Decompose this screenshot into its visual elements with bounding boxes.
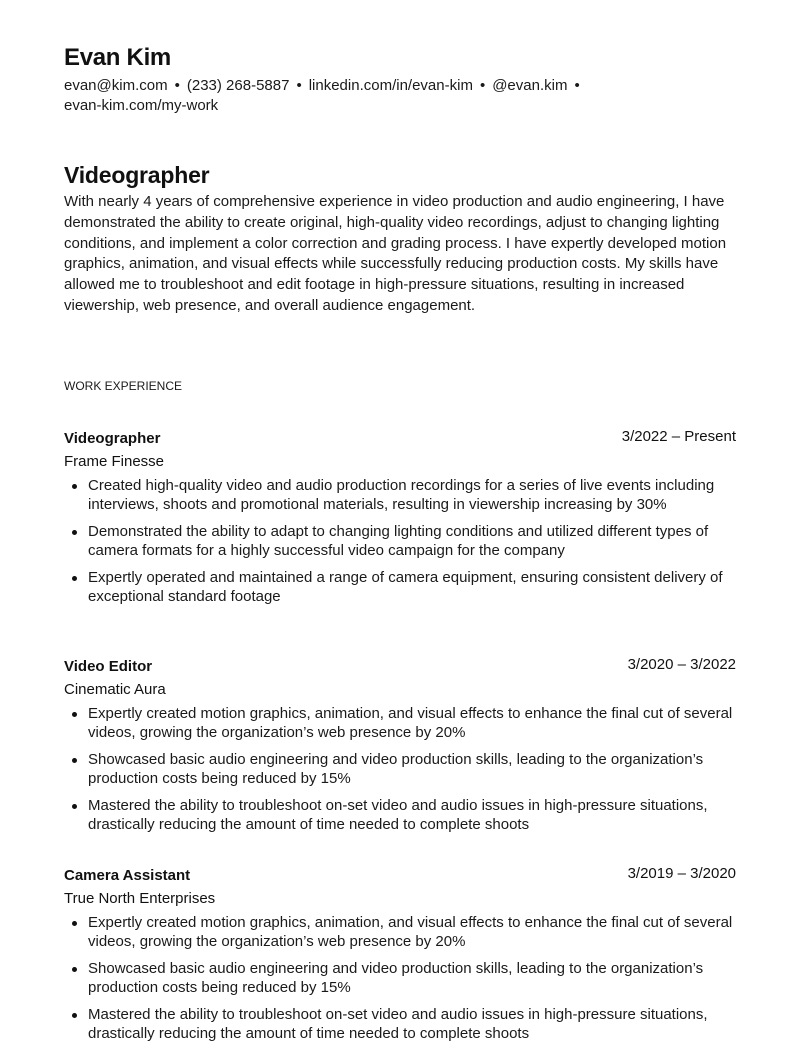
job-entry (64, 428, 736, 614)
job-title: Camera Assistant (64, 867, 191, 884)
job-bullets (64, 704, 736, 834)
job-entry (64, 865, 736, 1051)
job-bullet: Showcased basic audio engineering and video production skills, leading to the organization’s production costs being reduced by 15% (64, 750, 736, 788)
contact-separator: • (574, 77, 580, 94)
job-company: True North Enterprises (64, 890, 216, 907)
contact-website[interactable]: evan-kim.com/my-work (64, 97, 219, 114)
contact-phone[interactable]: (233) 268-5887 (186, 77, 290, 94)
candidate-name: Evan Kim (64, 44, 171, 71)
job-bullets (64, 476, 736, 606)
job-bullets (64, 913, 736, 1043)
resume-header (64, 43, 736, 116)
job-title: Video Editor (64, 658, 153, 675)
job-bullet: Created high-quality video and audio production recordings for a series of live events including interviews, shoots and promotional materials, resulting in viewership increasing by 30% (64, 476, 736, 514)
job-bullet: Mastered the ability to troubleshoot on-set video and audio issues in high-pressure situations, drastically reducing the amount of time needed to complete shoots (64, 1005, 736, 1043)
job-title: Videographer (64, 430, 161, 447)
contact-separator: • (479, 77, 486, 94)
work-experience-heading: WORK EXPERIENCE (64, 379, 183, 393)
job-bullet: Expertly created motion graphics, animation, and visual effects to enhance the final cut of several videos, growing the organization’s web presence by 20% (64, 704, 736, 742)
job-bullet: Expertly operated and maintained a range of camera equipment, ensuring consistent delivery of exceptional standard footage (64, 568, 736, 606)
summary-title: Videographer (64, 162, 210, 188)
contact-email[interactable]: evan@kim.com (64, 77, 168, 94)
job-header (64, 865, 736, 887)
job-company: Cinematic Aura (64, 681, 166, 698)
job-bullet: Mastered the ability to troubleshoot on-set video and audio issues in high-pressure situations, drastically reducing the amount of time needed to complete shoots (64, 796, 736, 834)
job-entry (64, 656, 736, 842)
contact-separator: • (296, 77, 302, 94)
contact-linkedin[interactable]: linkedin.com/in/evan-kim (308, 77, 473, 94)
contact-line (64, 76, 736, 116)
job-dates: 3/2022 – Present (621, 428, 736, 445)
job-bullet: Expertly created motion graphics, animation, and visual effects to enhance the final cut of several videos, growing the organization’s web presence by 20% (64, 913, 736, 951)
job-header (64, 656, 736, 678)
job-bullet: Demonstrated the ability to adapt to changing lighting conditions and utilized different types of camera formats for a highly successful video campaign for the company (64, 522, 736, 560)
job-dates: 3/2019 – 3/2020 (627, 865, 736, 882)
job-company: Frame Finesse (64, 453, 165, 470)
job-header (64, 428, 736, 450)
contact-separator: • (174, 77, 180, 94)
summary-text: With nearly 4 years of comprehensive experience in video production and audio engineering, I have demonstrated the ability to create original, high-quality video recordings, adjust to changing lighting conditions, and implement a color correction and grading process. I have expertly developed motion graphics, animation, and visual effects while successfully reducing production costs. My skills have allowed me to troubleshoot and edit footage in high-pressure situations, resulting in increased viewership, web presence, and overall audience engagement. (64, 193, 727, 314)
job-dates: 3/2020 – 3/2022 (627, 656, 736, 673)
job-bullet: Showcased basic audio engineering and video production skills, leading to the organization’s production costs being reduced by 15% (64, 959, 736, 997)
contact-handle[interactable]: @evan.kim (492, 77, 568, 94)
